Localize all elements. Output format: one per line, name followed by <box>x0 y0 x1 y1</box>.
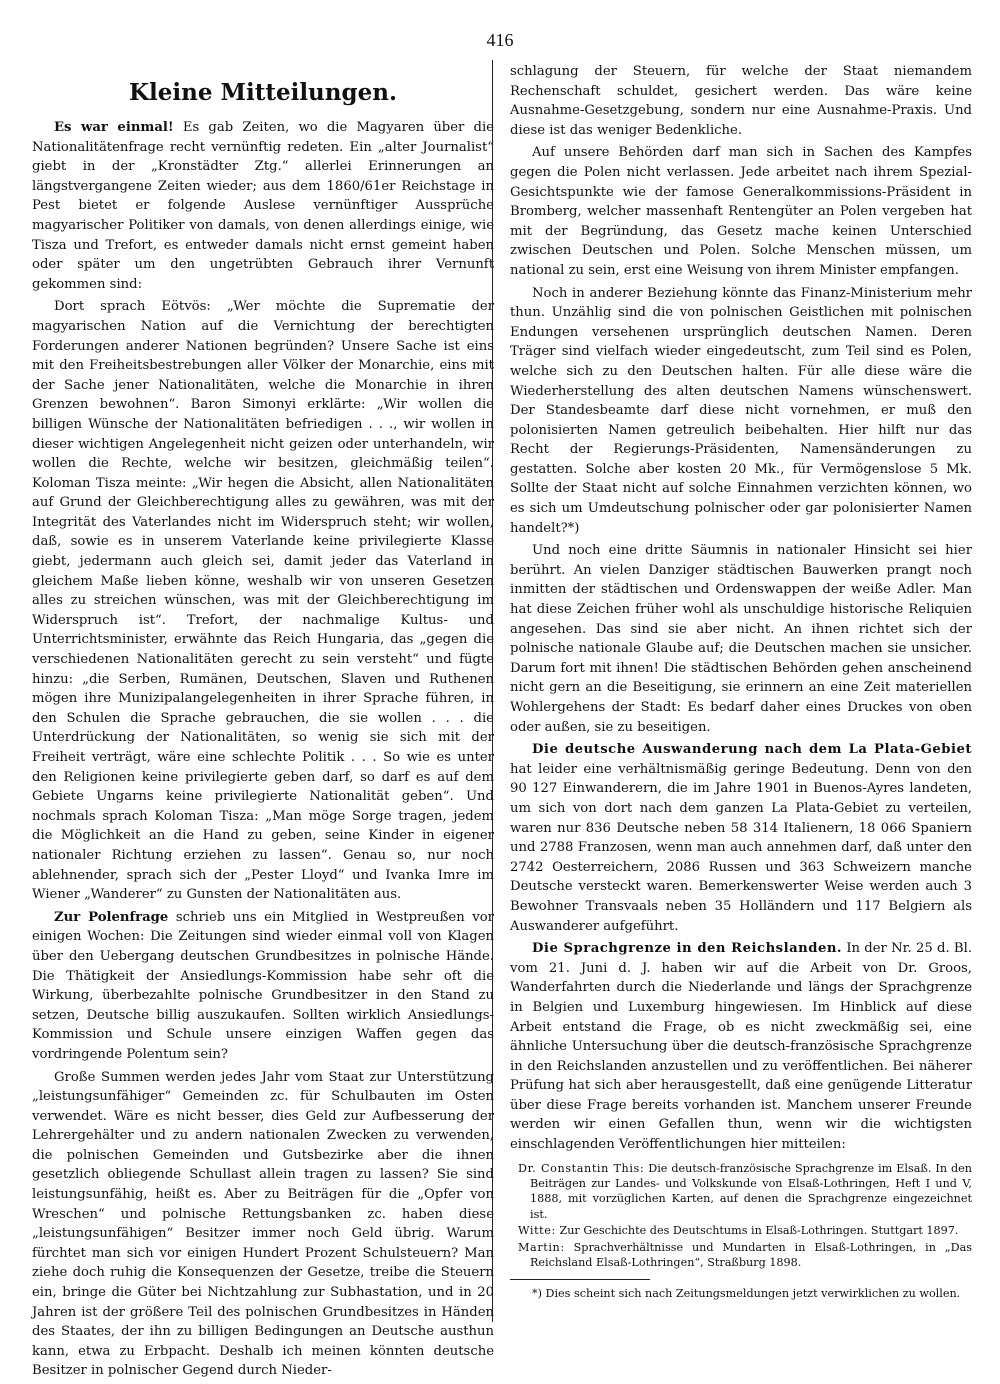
footnote-rule <box>510 1279 650 1280</box>
bibliography-text: Zur Geschichte des Deutschtums in Elsaß-Lothringen. Stuttgart 1897. <box>559 1224 959 1238</box>
article-lead: Es war einmal! <box>54 120 174 135</box>
article-lead: Die Sprachgrenze in den Reichslanden. <box>532 941 843 957</box>
bibliography-author: Dr. Constantin This: <box>518 1161 645 1175</box>
paragraph: Dort sprach Eötvös: „Wer möchte die Suprematie der magyarischen Nation auf die Vernichtung der berechtigten Forderungen anderer Nationen begründen? Unsere Sache ist eins mit den Freiheitsbestrebungen aller Völker der Monarchie, eins mit der Sache jener Nationalitäten, welche die Monarchie in ihren Grenzen bewohnen“. Baron Simonyi erklärte: „Wir wollen die billigen Wünsche der Nationalitäten befriedigen . . ., wir wollen in dieser wichtigen Angelegenheit nicht geizen oder unterhandeln, wir wollen die Rechte, welche wir besitzen, gleichmäßig teilen“. Koloman Tisza meinte: „Wir hegen die Absicht, allen Nationalitäten auf Grund der Gleichberechtigung alles zu gewähren, was mit der Integrität des Vaterlandes nicht im Widerspruch steht; wir wollen, daß, sowie es in unserem Vaterlande keine privilegierte Klasse giebt, jedermann auch gleich sei, damit jeder das Vaterland in gleichem Maße lieben könne, weshalb wir von unseren Gesetzen alles zu streichen wünschen, was mit der Gleichberechtigung im Widerspruch ist“. Trefort, der nachmalige Kultus- und Unterrichtsminister, erwähnte das Reich Hungaria, das „gegen die verschiedenen Nationalitäten gerecht zu sein versteht“ und fügte hinzu: „die Serben, Rumänen, Deutschen, Slaven und Ruthenen mögen ihre Munizipalangelegenheiten in ihrer Sprache führen, in den Schulen die Sprache gebrauchen, die sie wollen . . . die Unterdrückung der Nationalitäten, so wenig sie sich mit der Freiheit verträgt, wäre eine schlechte Politik . . . So wie es unter den Religionen keine privilegierte geben darf, so darf es auf dem Gebiete Ungarns keine privilegierte Nationalität geben“. Und nochmals sprach Koloman Tisza: „Man möge Sorge tragen, jedem die Möglichkeit an die Hand zu geben, seine Kinder in eigener nationaler Richtung erziehen zu lassen“. Genau so, nur noch ablehnender, sprach sich der „Pester Lloyd“ und Ivanka Imre im Wiener „Wanderer“ zu Gunsten der Nationalitäten aus. <box>32 299 494 903</box>
article-auswanderung <box>510 740 972 936</box>
paragraph: Noch in anderer Beziehung könnte das Finanz-Ministerium mehr thun. Unzählig sind die von polnischen Geistlichen mit polnischen Endungen versehenen ursprünglich deutschen Namen. Deren Träger sind vielfach wieder eingedeutscht, zum Teil sind es Polen, welche sich zu den Deutschen halten. Für alle diese wäre die Wiederherstellung des alten deutschen Namens wünschenswert. Der Standesbeamte darf diese nicht vornehmen, er muß den polonisierten Namen getreulich beibehalten. Hier hilft nur das Recht der Regierungs-Präsidenten, Namensänderungen zu gestatten. Solche aber kosten 20 Mk., für Vermögenslose 5 Mk. Sollte der Staat nicht auf solche Einnahmen verzichten können, wo es sich um Umdeutschung polnischer oder gar polonisierter Namen handelt?*) <box>510 285 972 536</box>
bibliography-text: Sprachverhältnisse und Mundarten in Elsaß-Lothringen, in „Das Reichsland Elsaß-Lothringen“, Straßburg 1898. <box>530 1240 972 1270</box>
bibliography-entry <box>510 1161 972 1223</box>
article-polenfrage <box>32 908 494 1065</box>
bibliography-author: Martin: <box>518 1240 565 1254</box>
bibliography-author: Witte: <box>518 1224 556 1238</box>
paragraph: Große Summen werden jedes Jahr vom Staat zur Unterstützung „leistungsunfähiger“ Gemeinden zc. für Schulbauten im Osten verwendet. Wäre es nicht besser, dies Geld zur Aufbesserung der Lehrergehälter und zu andern nationalen Zwecken zu verwenden, die polnischen Gemeinden und Gutsbezirke aber die ihnen gesetzlich obliegende Schullast allein tragen zu lassen? Sie sind leistungsunfähig, heißt es. Aber zu Beiträgen für die „Opfer von Wreschen“ und polnische Rettungsbanken zc. haben diese „leistungsunfähigen“ Besitzer immer noch Geld übrig. Warum fürchtet man sich vor einigen Hundert Prozent Schulsteuern? Man ziehe doch ruhig die Konsequenzen der Gesetze, treibe die Steuern ein, bringe die Güter bei Nichtzahlung zur Subhastation, und in 20 Jahren ist der größere Teil des polnischen Grundbesitzes in Händen des Staates, der ihn zu billigen Bedingungen an Deutsche austhun kann, etwa zu Erbpacht. Deshalb ich meinen könnten deutsche Besitzer in polnischer Gegend durch Nieder- <box>32 1069 494 1379</box>
bibliography-text: Die deutsch-französische Sprachgrenze im Elsaß. In den Beiträgen zur Landes- und Volkskunde von Elsaß-Lothringen, Heft I und V, 1888, mit vorzüglichen Karten, auf denen die Sprachgrenze eingezeichnet ist. <box>530 1161 973 1221</box>
footnote: *) Dies scheint sich nach Zeitungsmeldungen jetzt verwirklichen zu wollen. <box>532 1286 961 1300</box>
paragraph-continued: schlagung der Steuern, für welche der Staat niemandem Rechenschaft schuldet, gesichert werden. Das wäre keine Ausnahme-Gesetzgebung, sondern nur eine Ausnahme-Praxis. Und diese ist das weniger Bedenkliche. <box>510 64 972 138</box>
article-text: Es gab Zeiten, wo die Magyaren über die Nationalitätenfrage recht vernünftig redeten. Ein „alter Journalist“ giebt in der „Kronstädter Ztg.“ allerlei Erinnerungen an längstvergangene Zeiten wieder; aus dem 1860/61er Reichstage in Pest bietet er folgende Auslese vernünftiger Aussprüche magyarischer Politiker von damals, von denen allerdings einige, wie Tisza und Trefort, es entweder damals nicht ernst gemeint haben oder später um den ungetrübten Gebrauch ihrer Vernunft gekommen sind: <box>32 120 494 292</box>
article-text: schrieb uns ein Mitglied in Westpreußen vor einigen Wochen: Die Zeitungen sind wieder einmal voll von Klagen über den Uebergang deutschen Grundbesitzes in polnische Hände. Die Thätigkeit der Ansiedlungs-Kommission habe sehr oft die Wirkung, überbezahlte polnische Grundbesitzer in den Stand zu setzen, Deutsche billig auszukaufen. Sollten wirklich Ansiedlungs-Kommission und Schule unsere einzigen Waffen gegen das vordringende Polentum sein? <box>32 909 494 1062</box>
article-lead: Zur Polenfrage <box>54 909 169 925</box>
paragraph: Und noch eine dritte Säumnis in nationaler Hinsicht sei hier berührt. An vielen Danziger städtischen Bauwerken prangt noch inmitten der städtischen und Ordenswappen der weiße Adler. Man hat diese Zeichen früher wohl als unschuldige historische Reliquien angesehen. Das sind sie aber nicht. An ihnen richtet sich der polnische nationale Glaube auf; die Deutschen machen sie unsicher. Darum fort mit ihnen! Die städtischen Behörden gehen anscheinend nicht gern an die Beseitigung, sie erinnern an eine Zeit materiellen Wohlergehens der Stadt: Es bedarf daher eines Druckes von oben oder außen, sie zu beseitigen. <box>510 543 972 735</box>
page-number: 416 <box>486 30 514 50</box>
section-heading: Kleine Mitteilungen. <box>129 79 397 106</box>
paragraph: Auf unsere Behörden darf man sich in Sachen des Kampfes gegen die Polen nicht verlassen. Jede arbeitet nach ihrem Spezial-Gesichtspunkte wie der famose Generalkommissions-Präsident in Bromberg, welcher massenhaft Rentengüter an Polen vergeben hat mit der Begründung, das Gesetz mache keinen Unterschied zwischen Deutschen und Polen. Solche Menschen müssen, um national zu sein, erst eine Weisung von ihrem Minister empfangen. <box>510 145 972 278</box>
right-column <box>510 62 972 1304</box>
bibliography-entry <box>510 1240 972 1271</box>
left-column <box>32 62 494 1384</box>
bibliography <box>510 1161 972 1271</box>
article-sprachgrenze <box>510 939 972 1155</box>
bibliography-entry <box>510 1223 972 1238</box>
article-text: hat leider eine verhältnismäßig geringe Bedeutung. Denn von den 90 127 Einwanderern, die im Jahre 1901 in Buenos-Ayres landeten, um sich von dort nach dem ganzen La Plata-Gebiet zu verteilen, waren nur 836 Deutsche neben 58 314 Italienern, 18 066 Spaniern und 2788 Franzosen, wenn man auch annehmen darf, daß unter den 2742 Oesterreichern, 2086 Russen und 363 Schweizern manche Deutsche versteckt waren. Bemerkenswerter Weise werden auch 3 Bewohner Transvaals neben 35 Holländern und 117 Belgiern als Auswanderer aufgeführt. <box>510 761 972 934</box>
article-text: In der Nr. 25 d. Bl. vom 21. Juni d. J. haben wir auf die Arbeit von Dr. Groos, Wanderfahrten durch die Niederlande und längs der Sprachgrenze in Belgien und Luxemburg hingewiesen. Im Hinblick auf diese Arbeit entstand die Frage, ob es nicht zweckmäßig sei, eine ähnliche Untersuchung über die deutsch-französische Sprachgrenze in den Reichslanden anzustellen und zu veröffentlichen. Bei näherer Prüfung hat sich aber herausgestellt, daß eine genügende Litteratur über diese Frage bereits vorhanden ist. Manchem unserer Freunde werden wir einen Gefallen thun, wenn wir die wichtigsten einschlagenden Veröffentlichungen hier mitteilen: <box>510 941 973 1153</box>
article-lead: Die deutsche Auswanderung nach dem La Plata-Gebiet <box>532 742 972 758</box>
article-es-war-einmal <box>32 118 494 294</box>
